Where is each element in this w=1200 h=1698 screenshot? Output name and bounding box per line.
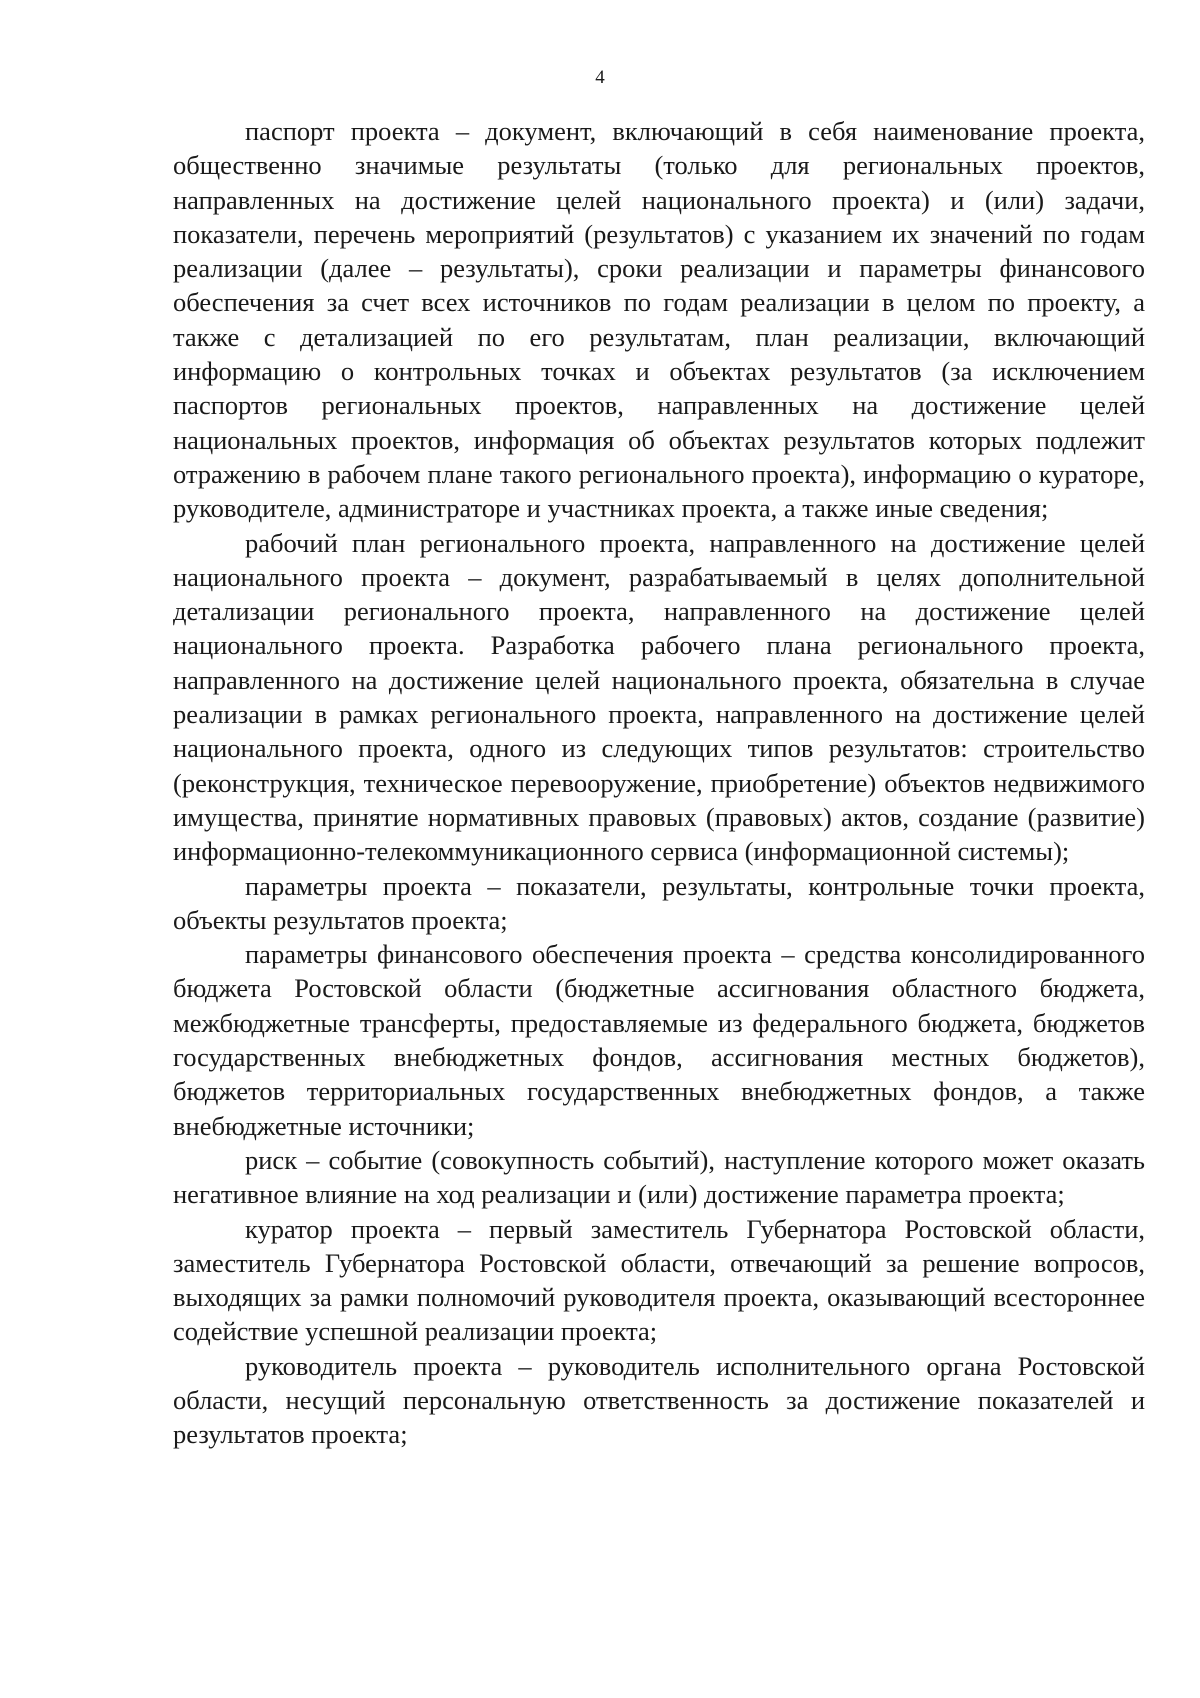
paragraph-project-passport: паспорт проекта – документ, включающий в себя наименование проекта, общественно значимые результаты (только для региональных проектов, направленных на достижение целей национального проекта) и (или) задачи, показатели, перечень мероприятий (результатов) с указанием их значений по годам реализации (далее – результаты), сроки реализации и параметры финансового обеспечения за счет всех источников по годам реализации в целом по проекту, а также с детализацией по его результатам, план реализации, включающий информацию о контрольных точках и объектах результатов (за исключением паспортов региональных проектов, направленных на достижение целей национальных проектов, информация об объектах результатов которых подлежит отражению в рабочем плане такого регионального проекта), информацию о кураторе, руководителе, администраторе и участниках проекта, а также иные сведения; (173, 116, 1145, 524)
paragraph-financial-parameters: параметры финансового обеспечения проекта – средства консолидированного бюджета Ростовской области (бюджетные ассигнования областного бюджета, межбюджетные трансферты, предоставляемые из федерального бюджета, бюджетов государственных внебюджетных фондов, ассигнования местных бюджетов), бюджетов территориальных государственных внебюджетных фондов, а также внебюджетные источники; (173, 939, 1145, 1141)
paragraph-risk: риск – событие (совокупность событий), наступление которого может оказать негативное влияние на ход реализации и (или) достижение параметра проекта; (173, 1144, 1145, 1210)
document-body (173, 114, 1145, 1452)
paragraph-project-parameters: параметры проекта – показатели, результаты, контрольные точки проекта, объекты результатов проекта; (173, 870, 1145, 935)
paragraph-project-curator: куратор проекта – первый заместитель Губернатора Ростовской области, заместитель Губернатора Ростовской области, отвечающий за решение вопросов, выходящих за рамки полномочий руководителя проекта, оказывающий всестороннее содействие успешной реализации проекта; (173, 1213, 1145, 1347)
paragraph-project-manager: руководитель проекта – руководитель исполнительного органа Ростовской области, несущий персональную ответственность за достижение показателей и результатов проекта; (173, 1350, 1145, 1450)
page-number: 4 (595, 67, 605, 88)
paragraph-working-plan: рабочий план регионального проекта, направленного на достижение целей национального проекта – документ, разрабатываемый в целях дополнительной детализации регионального проекта, направленного на достижение целей национального проекта. Разработка рабочего плана регионального проекта, направленного на достижение целей национального проекта, обязательна в случае реализации в рамках регионального проекта, направленного на достижение целей национального проекта, одного из следующих типов результатов: строительство (реконструкция, техническое перевооружение, приобретение) объектов недвижимого имущества, принятие нормативных правовых (правовых) актов, создание (развитие) информационно-телекоммуникационного сервиса (информационной системы); (173, 527, 1145, 867)
